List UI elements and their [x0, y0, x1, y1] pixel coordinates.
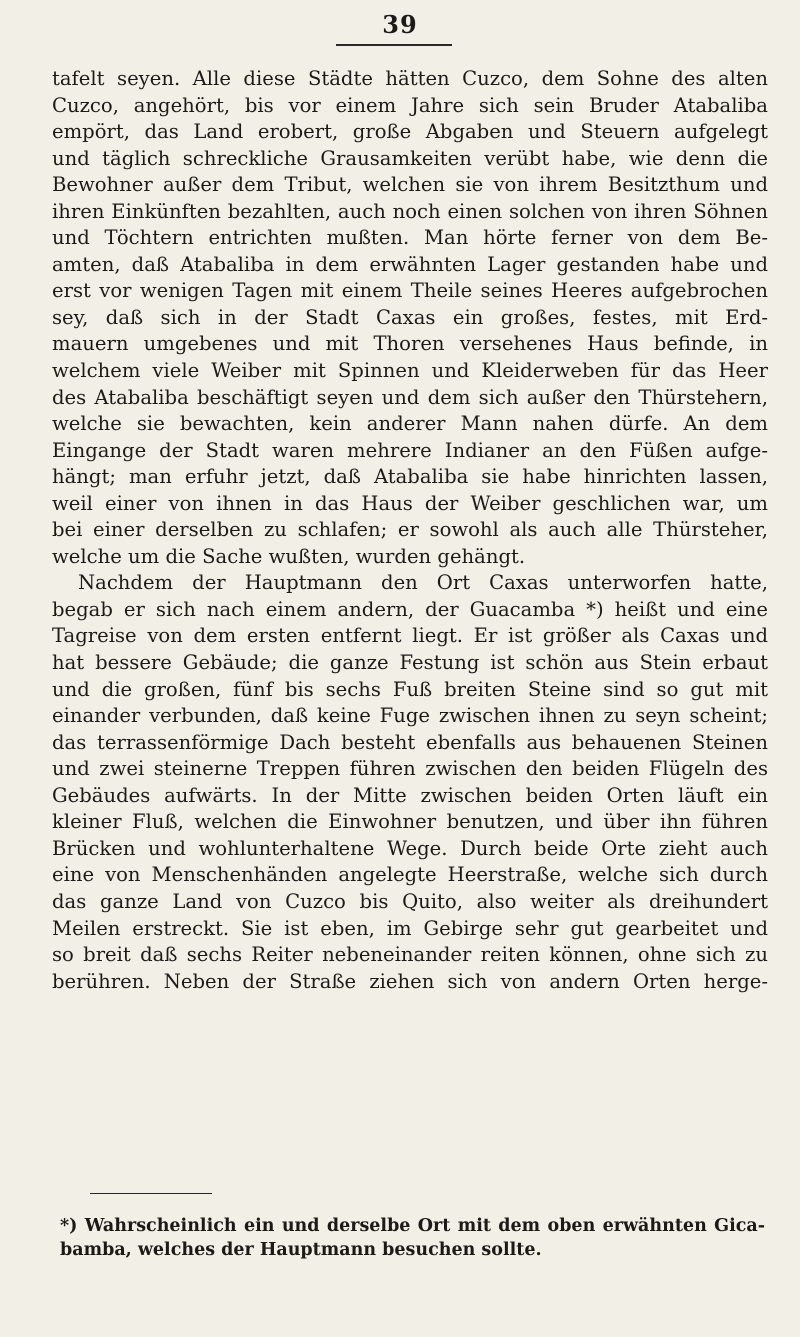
text-line: und die großen, fünf bis sechs Fuß breiten Steine sind so gut mit	[52, 677, 768, 701]
text-line: des Atabaliba beschäftigt seyen und dem sich außer den Thürstehern,	[52, 385, 768, 409]
text-line: welchem viele Weiber mit Spinnen und Kleiderweben für das Heer	[52, 359, 768, 383]
header-rule	[336, 44, 452, 46]
text-line-paragraph-start: Nachdem der Hauptmann den Ort Caxas unterworfen hatte,	[78, 571, 768, 595]
text-line: so breit daß sechs Reiter nebeneinander reiten können, ohne sich zu	[52, 943, 768, 967]
text-line: das terrassenförmige Dach besteht ebenfalls aus behauenen Steinen	[52, 730, 768, 754]
text-line: einander verbunden, daß keine Fuge zwischen ihnen zu seyn scheint;	[52, 704, 768, 728]
text-line: Meilen erstreckt. Sie ist eben, im Gebirge sehr gut gearbeitet und	[52, 916, 768, 940]
text-line: weil einer von ihnen in das Haus der Weiber geschlichen war, um	[52, 491, 768, 515]
text-line: hängt; man erfuhr jetzt, daß Atabaliba sie habe hinrichten lassen,	[52, 465, 768, 489]
text-line: Eingange der Stadt waren mehrere Indianer an den Füßen aufge-	[52, 438, 768, 462]
text-line: kleiner Fluß, welchen die Einwohner benutzen, und über ihn führen	[52, 810, 768, 834]
text-line: und zwei steinerne Treppen führen zwischen den beiden Flügeln des	[52, 757, 768, 781]
body-text	[52, 66, 768, 995]
footnote-rule	[90, 1193, 212, 1194]
text-line: mauern umgebenes und mit Thoren versehenes Haus befinde, in	[52, 332, 768, 356]
text-line: empört, das Land erobert, große Abgaben und Steuern aufgelegt	[52, 120, 768, 144]
text-line: Brücken und wohlunterhaltene Wege. Durch beide Orte zieht auch	[52, 836, 768, 860]
text-line-paragraph-end: welche um die Sache wußten, wurden gehängt.	[52, 544, 526, 568]
text-line: begab er sich nach einem andern, der Guacamba *) heißt und eine	[52, 597, 768, 621]
text-line: sey, daß sich in der Stadt Caxas ein großes, festes, mit Erd-	[52, 305, 768, 329]
text-line: Gebäudes aufwärts. In der Mitte zwischen beiden Orten läuft ein	[52, 783, 768, 807]
text-line: berühren. Neben der Straße ziehen sich von andern Orten herge-	[52, 969, 768, 993]
text-line: Bewohner außer dem Tribut, welchen sie von ihrem Besitzthum und	[52, 173, 768, 197]
text-line: hat bessere Gebäude; die ganze Festung ist schön aus Stein erbaut	[52, 651, 768, 675]
text-line: welche sie bewachten, kein anderer Mann nahen dürfe. An dem	[52, 412, 768, 436]
text-line: erst vor wenigen Tagen mit einem Theile seines Heeres aufgebrochen	[52, 279, 768, 303]
page-number: 39	[382, 10, 418, 39]
text-line: und täglich schreckliche Grausamkeiten verübt habe, wie denn die	[52, 146, 768, 170]
text-line: eine von Menschenhänden angelegte Heerstraße, welche sich durch	[52, 863, 768, 887]
text-line: bei einer derselben zu schlafen; er sowohl als auch alle Thürsteher,	[52, 518, 768, 542]
footnote-line: *) Wahrscheinlich ein und derselbe Ort mit dem oben erwähnten Gica-	[60, 1216, 765, 1236]
text-line: ihren Einkünften bezahlten, auch noch einen solchen von ihren Söhnen	[52, 199, 768, 223]
text-line: Tagreise von dem ersten entfernt liegt. Er ist größer als Caxas und	[52, 624, 768, 648]
text-line: und Töchtern entrichten mußten. Man hörte ferner von dem Be-	[52, 226, 768, 250]
text-line: tafelt seyen. Alle diese Städte hätten Cuzco, dem Sohne des alten	[52, 67, 768, 90]
text-line: das ganze Land von Cuzco bis Quito, also weiter als dreihundert	[52, 889, 768, 913]
text-line: amten, daß Atabaliba in dem erwähnten Lager gestanden habe und	[52, 252, 768, 276]
footnote-line: bamba, welches der Hauptmann besuchen sollte.	[60, 1240, 542, 1260]
footnote	[60, 1214, 765, 1262]
text-line: Cuzco, angehört, bis vor einem Jahre sich sein Bruder Atabaliba	[52, 93, 768, 117]
